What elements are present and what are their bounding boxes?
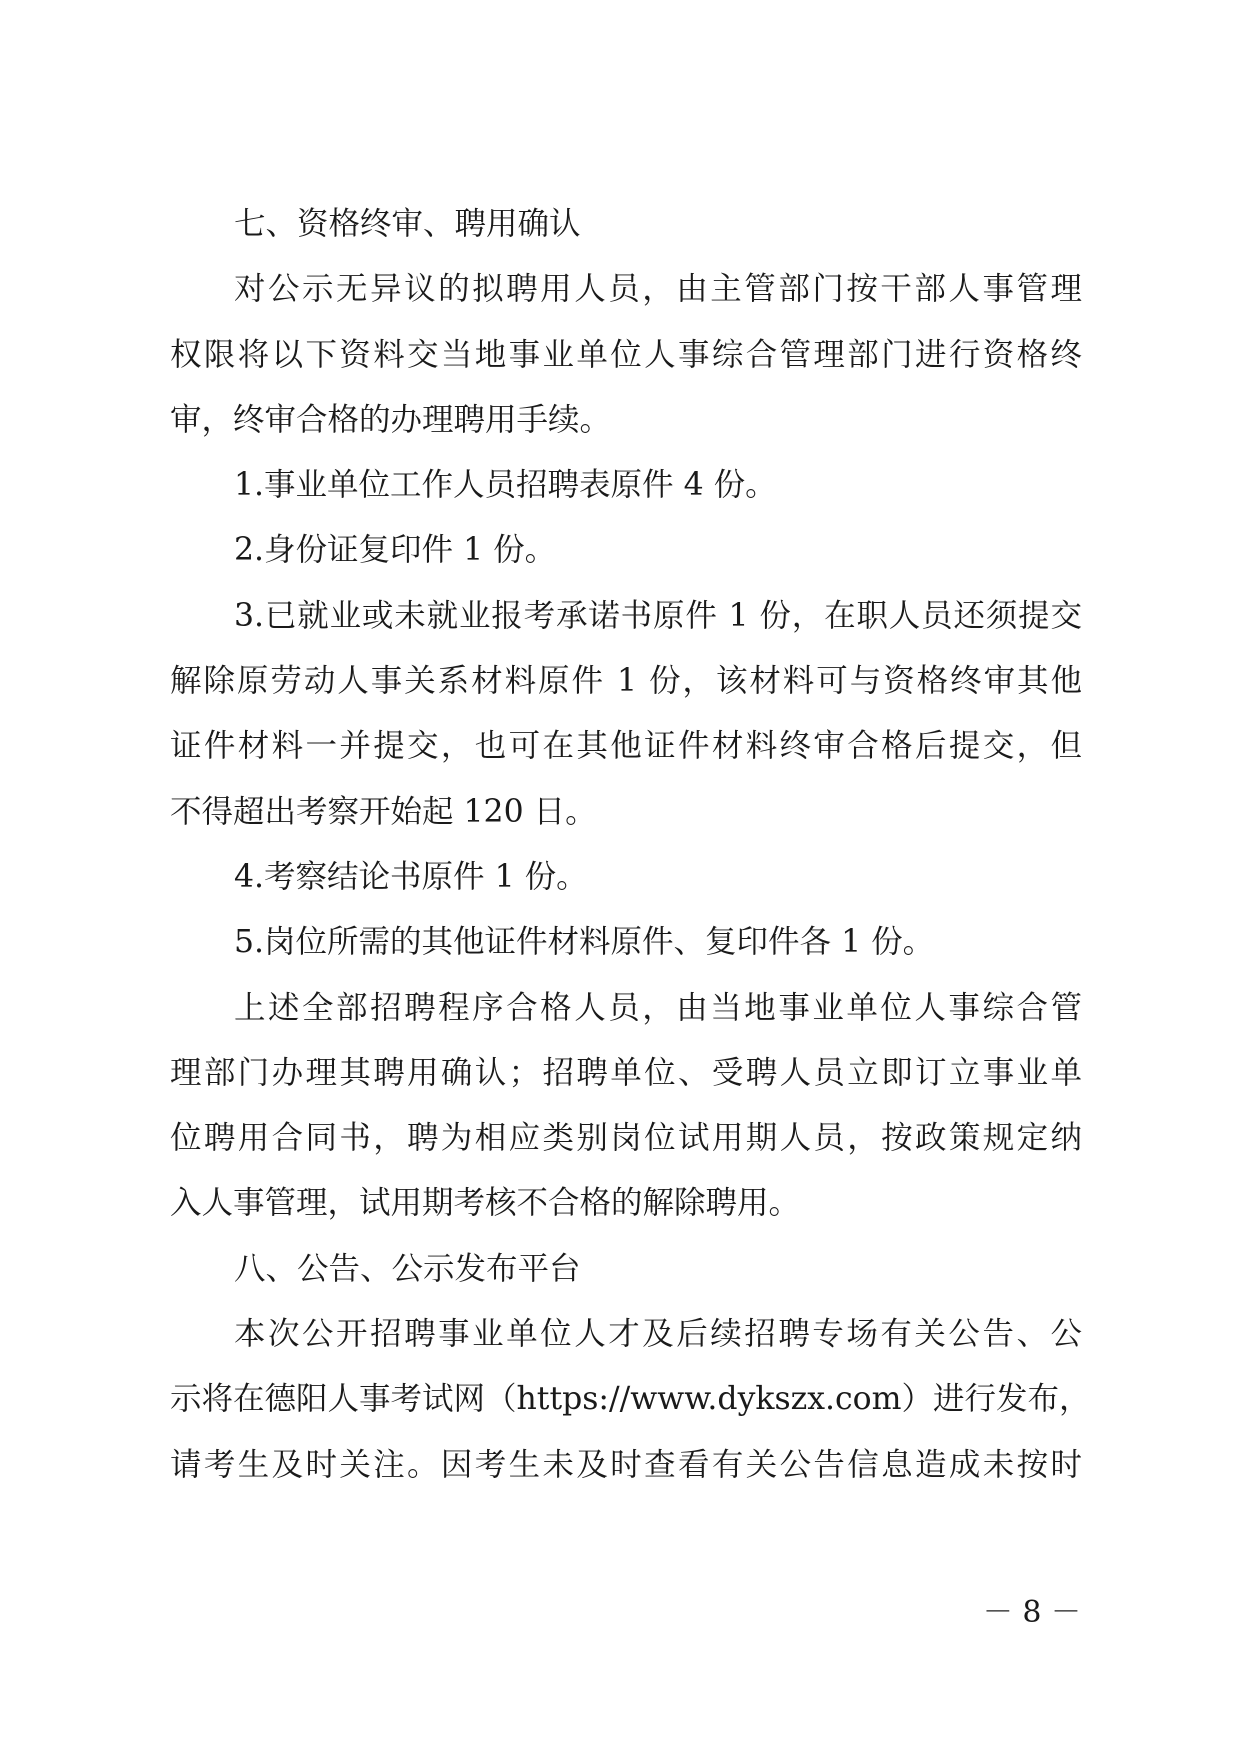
list-item-4: 4.考察结论书原件 1 份。 (234, 858, 588, 895)
list-item-3 (170, 584, 1082, 845)
text-line: 不得超出考察开始起 120 日。 (170, 793, 597, 830)
text-line: 解除原劳动人事关系材料原件 1 份，该材料可与资格终审其他 (170, 663, 1082, 700)
list-item-5: 5.岗位所需的其他证件材料原件、复印件各 1 份。 (234, 924, 935, 961)
text-line: 上述全部招聘程序合格人员，由当地事业单位人事综合管 (234, 989, 1082, 1026)
paragraph-hiring-confirmation (170, 976, 1082, 1237)
text-line: 示将在德阳人事考试网（https://www.dykszx.com）进行发布， (170, 1381, 1091, 1418)
paragraph-final-review (170, 257, 1082, 453)
text-line: 3.已就业或未就业报考承诺书原件 1 份，在职人员还须提交 (234, 597, 1082, 634)
text-line: 入人事管理，试用期考核不合格的解除聘用。 (170, 1185, 801, 1222)
text-line: 权限将以下资料交当地事业单位人事综合管理部门进行资格终 (170, 336, 1082, 373)
text-line: 理部门办理其聘用确认；招聘单位、受聘人员立即订立事业单 (170, 1054, 1082, 1091)
text-line: 本次公开招聘事业单位人才及后续招聘专场有关公告、公 (234, 1316, 1082, 1353)
paragraph-publication-platform (170, 1302, 1091, 1498)
page-number: － 8 － (982, 1595, 1081, 1630)
text-line: 证件材料一并提交，也可在其他证件材料终审合格后提交，但 (170, 728, 1082, 765)
text-line: 对公示无异议的拟聘用人员，由主管部门按干部人事管理 (234, 271, 1082, 308)
document-body (170, 192, 1091, 1498)
list-item-2: 2.身份证复印件 1 份。 (234, 532, 557, 569)
text-line: 审，终审合格的办理聘用手续。 (170, 401, 612, 438)
text-line: 位聘用合同书，聘为相应类别岗位试用期人员，按政策规定纳 (170, 1120, 1082, 1157)
section-heading-8: 八、公告、公示发布平台 (234, 1250, 581, 1287)
list-item-1: 1.事业单位工作人员招聘表原件 4 份。 (234, 467, 777, 504)
section-heading-7: 七、资格终审、聘用确认 (234, 206, 581, 242)
text-line: 请考生及时关注。因考生未及时查看有关公告信息造成未按时 (170, 1446, 1082, 1483)
